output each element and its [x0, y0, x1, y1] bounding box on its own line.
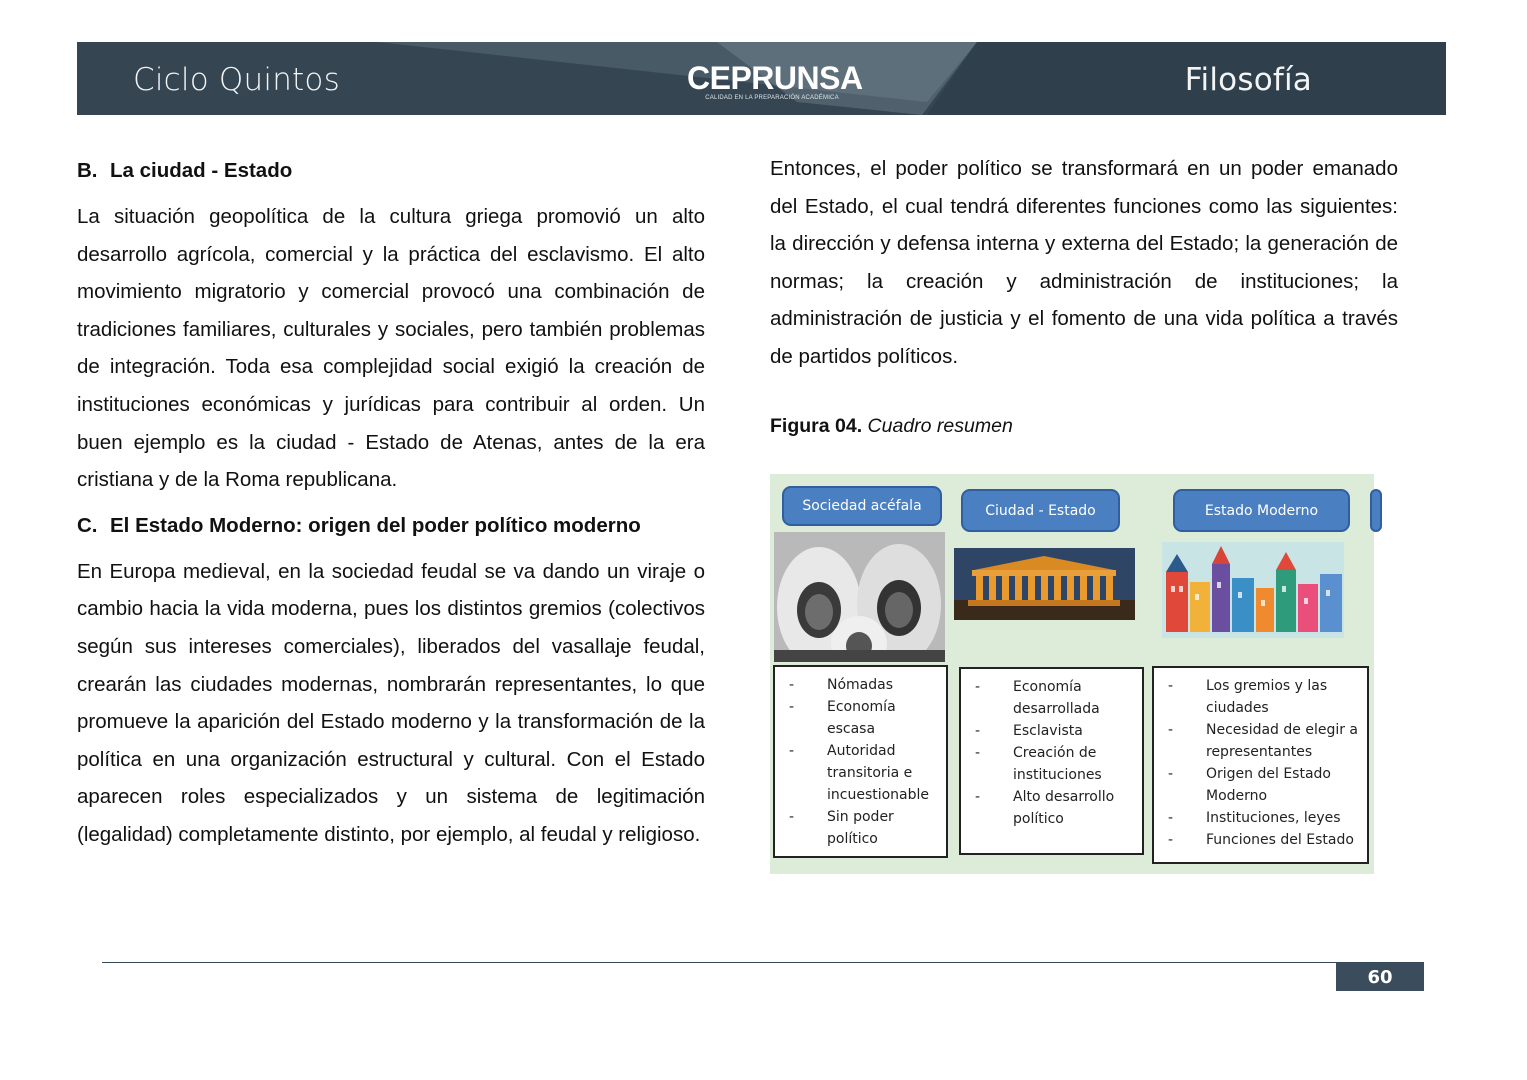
list-item: - Economía desarrollada: [969, 676, 1134, 720]
pill-estado-moderno: [1173, 489, 1350, 532]
list-item: - Sin poder político: [783, 806, 938, 850]
list-item: - Alto desarrollo político: [969, 786, 1134, 830]
page-number: 60: [1336, 963, 1424, 991]
section-b-title: La ciudad - Estado: [110, 159, 293, 182]
box-estado-moderno: [1152, 666, 1369, 864]
box-sociedad-acefala: [773, 665, 948, 858]
list-item: - Nómadas: [783, 674, 938, 696]
logo-name: CEPRUNSA: [687, 60, 863, 96]
paragraph-c: En Europa medieval, en la sociedad feudal se va dando un viraje o cambio hacia la vida moderna, pues los distintos gremios (colectivos según sus intereses comerciales), liberados del vasallaje feudal, crearán las ciudades modernas, nombrarán representantes, lo que promueve la aparición del Estado moderno y la transformación de la política en una organización estructural y cultural. Con el Estado aparecen roles especializados y un sistema de legitimación (legalidad) completamente distinto, por ejemplo, al feudal y religioso.: [77, 559, 705, 846]
box-ciudad-estado: [959, 667, 1144, 855]
paragraph-state-power: Entonces, el poder político se transformará en un poder emanado del Estado, el cual tendrá diferentes funciones como las siguientes: la dirección y defensa interna y externa del Estado; la generación de normas; la creación y administración de instituciones; la administración de justicia y el fomento de una vida política a través de partidos políticos.: [770, 157, 1398, 368]
subject-title: Filosofía: [1184, 62, 1312, 98]
inuit-family-photo: [774, 532, 945, 662]
pill-label: Sociedad acéfala: [802, 498, 922, 514]
pill-label: Estado Moderno: [1204, 502, 1319, 519]
cycle-title: Ciclo Quintos: [133, 62, 340, 98]
list-item: - Necesidad de elegir a representantes: [1162, 719, 1359, 763]
ceprunsa-logo: [687, 60, 863, 101]
list-item: - Autoridad transitoria e incuestionable: [783, 740, 938, 806]
list-item: - Creación de instituciones: [969, 742, 1134, 786]
section-c-heading: [77, 513, 705, 539]
figure-caption: [770, 415, 1013, 438]
left-column: [77, 150, 705, 854]
section-b-letter: B.: [77, 159, 98, 182]
parthenon-photo: [954, 548, 1135, 620]
figure-label: Figura 04.: [770, 415, 863, 437]
list-item: - Los gremios y las ciudades: [1162, 675, 1359, 719]
footer-rule: [102, 962, 1424, 963]
figure-title: Cuadro resumen: [867, 415, 1013, 437]
list-item: - Instituciones, leyes: [1162, 807, 1359, 829]
section-c-letter: C.: [77, 513, 98, 537]
page-header: [77, 42, 1446, 115]
list-item: - Esclavista: [969, 720, 1134, 742]
pill-sociedad-acefala: [782, 486, 942, 526]
pill-label: Ciudad - Estado: [985, 502, 1096, 519]
list-item: - Origen del Estado Moderno: [1162, 763, 1359, 807]
list-item: - Funciones del Estado: [1162, 829, 1359, 851]
colorful-city-illustration: [1162, 542, 1344, 638]
section-c-title: El Estado Moderno: origen del poder político moderno: [110, 513, 641, 537]
summary-figure: [770, 474, 1374, 874]
pill-ciudad-estado: [961, 489, 1120, 532]
paragraph-b: La situación geopolítica de la cultura griega promovió un alto desarrollo agrícola, comercial y la práctica del esclavismo. El alto movimiento migratorio y comercial provocó una combinación de tradiciones familiares, culturales y sociales, pero también problemas de integración. Toda esa complejidad social exigió la creación de instituciones económicas y jurídicas para contribuir al orden. Un buen ejemplo es la ciudad - Estado de Atenas, antes de la era cristiana y de la Roma republicana.: [77, 205, 705, 492]
section-b-heading: [77, 158, 705, 184]
right-column: [770, 150, 1398, 376]
pill-cropped-edge: [1370, 489, 1382, 532]
logo-tagline: CALIDAD EN LA PREPARACIÓN ACADÉMICA: [705, 95, 839, 101]
list-item: - Economía escasa: [783, 696, 938, 740]
